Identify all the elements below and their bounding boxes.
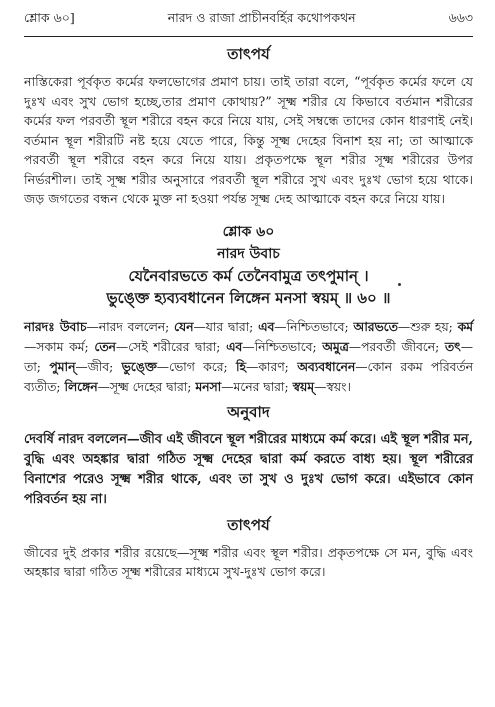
header-rule [24, 36, 473, 37]
synonym-term: নারদঃ উবাচ [24, 318, 87, 334]
synonym-term: লিঙ্গেন [64, 378, 98, 394]
synonym-term: ভুঙ্ক্তে [121, 358, 157, 374]
running-header [24, 10, 473, 34]
synonym-meaning: —নারদ বললেন; [86, 319, 175, 334]
synonym-term: হি [236, 358, 246, 374]
synonym-meaning: —সূক্ষ্ম দেহের দ্বারা; [97, 379, 196, 394]
verse-speaker: নারদ উবাচ [217, 245, 280, 262]
synonym-term: তেন [94, 338, 116, 354]
synonym-term: পুমান্ [49, 358, 76, 374]
synonym-meaning: —পরবর্তী জীবনে; [348, 339, 445, 354]
purport-heading-2: তাৎপর্য [227, 515, 270, 534]
synonym-term: এব [226, 338, 243, 354]
synonym-term: যেন [174, 318, 194, 334]
translation-paragraph: দেবর্ষি নারদ বললেন—জীব এই জীবনে স্থূল শরীরের মাধ্যমে কর্ম করে। এই স্থূল শরীর মন, বুদ্ধি এবং অহঙ্কার দ্বারা গঠিত সূক্ষ্ম দেহের দ্বারা কর্ম করতে বাধ্য হয়। স্থূল শরীরের বিনাশের পরেও সূক্ষ্ম শরীর থাকে, এবং তা সুখ ও দুঃখ ভোগ করে। এইভাবে কোন পরিবর্তন হয় না। [24, 431, 473, 507]
synonym-meaning: —নিশ্চিতভাবে; [274, 319, 354, 334]
synonym-meaning: —ভোগ করে; [156, 359, 237, 374]
synonym-meaning: —যার দ্বারা; [193, 319, 259, 334]
purport-heading: তাৎপর্য [227, 45, 270, 63]
synonym-term: কর্ম [457, 318, 473, 334]
verse-number: শ্লোক ৬০ [222, 223, 275, 240]
synonym-term: আরভতে [353, 318, 398, 334]
verse-line-2: ভুঙ্ক্তে হ্যব্যবধানেন লিঙ্গেন মনসা স্বয়ম্ ॥ ৬০ ॥ [106, 288, 391, 307]
synonym-meaning: —সকাম কর্ম; [24, 339, 95, 354]
synonym-term: এব [258, 318, 275, 334]
ink-dot [398, 283, 401, 286]
synonym-meaning: —সেই শরীরের দ্বারা; [115, 339, 227, 354]
translation-heading: অনুবাদ [227, 402, 270, 421]
synonym-meaning: —শুরু হয়; [397, 319, 458, 334]
synonym-term: স্বয়ম্ [292, 378, 315, 394]
synonym-meaning: —কারণ; [246, 359, 298, 374]
synonym-meaning: —মনের দ্বারা; [221, 379, 293, 394]
synonym-meaning: —স্বয়ং। [314, 379, 351, 394]
synonym-term: তৎ [444, 338, 461, 354]
synonym-meaning: —তা; [24, 339, 474, 374]
header-verse-ref: শ্লোক ৬০] [24, 10, 75, 25]
synonyms-paragraph [24, 317, 473, 397]
page-number: ৬৬৩ [448, 10, 473, 25]
synonym-meaning: —জীব; [75, 359, 122, 374]
header-chapter-title: নারদ ও রাজা প্রাচীনবর্হির কথোপকথন [167, 10, 356, 25]
verse-line-1: যেনৈবারভতে কর্ম তেনৈবামুত্র তৎপুমান্ । [128, 266, 369, 285]
synonym-meaning: —কোন রকম পরিবর্তন ব্যতীত; [24, 359, 473, 394]
synonym-term: মনসা [195, 378, 222, 394]
synonym-term: অব্যবধানেন [297, 358, 356, 374]
synonym-term: অমুত্র [322, 338, 349, 354]
purport-paragraph: নাস্তিকেরা পূর্বকৃত কর্মের ফলভোগের প্রমাণ চায়। তাই তারা বলে, “পূর্বকৃত কর্মের ফলে যে দুঃখ এবং সুখ ভোগ হচ্ছে,তার প্রমাণ কোথায়?” সূক্ষ্ম শরীর যে কিভাবে বর্তমান শরীরের কর্মের ফল পরবর্তী স্থূল শরীরে বহন করে নিয়ে যায়, সেই সম্বন্ধে তাদের কোন ধারণাই নেই। বর্তমান স্থূল শরীরটি নষ্ট হয়ে যেতে পারে, কিন্তু সূক্ষ্ম দেহের বিনাশ হয় না; তা আত্মাকে পরবর্তী স্থূল শরীরে বহন করে নিয়ে যায়। প্রকৃতপক্ষে স্থূল শরীর সূক্ষ্ম শরীরের উপর নির্ভরশীল। তাই সূক্ষ্ম শরীর অনুসারে পরবর্তী স্থূল শরীরে সুখ এবং দুঃখ ভোগ হয়ে থাকে। জড় জগতের বন্ধন থেকে মুক্ত না হওয়া পর্যন্ত সূক্ষ্ম দেহ আত্মাকে বহন করে নিয়ে যায়। [24, 74, 473, 206]
synonym-meaning: —নিশ্চিতভাবে; [242, 339, 323, 354]
purport-paragraph-2: জীবের দুই প্রকার শরীর রয়েছে—সূক্ষ্ম শরীর এবং স্থূল শরীর। প্রকৃতপক্ষে সে মন, বুদ্ধি এবং অহঙ্কার দ্বারা গঠিত সূক্ষ্ম শরীরের মাধ্যমে সুখ-দুঃখ ভোগ করে। [24, 544, 473, 579]
